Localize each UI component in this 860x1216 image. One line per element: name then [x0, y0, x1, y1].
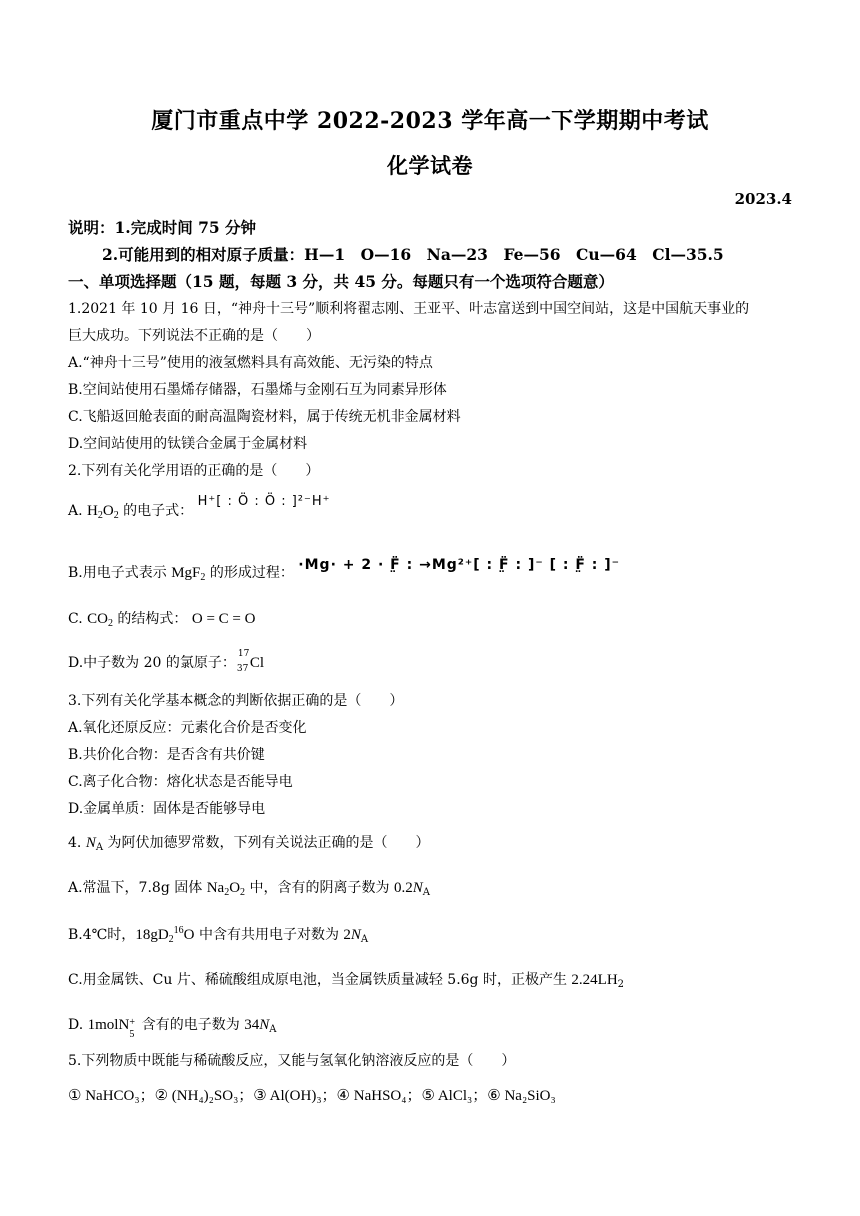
q2-option-b — [68, 557, 621, 583]
q1-stem-line2: 巨大成功。下列说法不正确的是（ ） — [68, 328, 320, 344]
q5-items: ① NaHCO₃；② (NH₄)₂SO₃；③ Al(OH)₃；④ NaHSO₄；⑤ AlCl₃；⑥ Na₂SiO₃ — [68, 1088, 556, 1104]
q2-b-mgf: MgF — [171, 565, 201, 581]
q4-a-n-sub: A — [422, 887, 430, 898]
q4-a-sub1: 2 — [224, 887, 230, 898]
q4-a-formula — [207, 880, 245, 896]
q4-b-text: B.4℃时， — [68, 927, 136, 943]
q4-b-mid: 中含有共用电子对数为 — [194, 927, 344, 943]
q4-a-val: 0.2 — [393, 880, 413, 896]
q2-b-prefix: B.用电子式表示 — [68, 565, 172, 581]
q4-b-n-sub: A — [360, 934, 369, 945]
q4-b-val: 2 — [343, 927, 351, 943]
q1-option-c: C.飞船返回舱表面的耐高温陶瓷材料，属于传统无机非金属材料 — [68, 409, 461, 425]
q2-option-c — [68, 608, 255, 629]
q4-stem-rest: 为阿伏加德罗常数，下列有关说法正确的是（ ） — [103, 835, 430, 851]
q2-b-suffix: 的形成过程： — [205, 565, 294, 581]
q2-c-suffix: 的结构式： — [112, 611, 192, 627]
q2-option-a — [68, 494, 331, 521]
q2-a-sub2: 2 — [113, 510, 119, 521]
q4-na-sub: A — [95, 842, 104, 853]
q2-a-h: H — [87, 503, 98, 519]
q4-d-formula — [87, 1017, 138, 1040]
q2-d-isotope — [236, 649, 250, 674]
q2-d-text: D.中子数为 20 的氯原子： — [68, 655, 236, 671]
q4-a-sub2: 2 — [240, 887, 246, 898]
q2-a-formula — [87, 503, 119, 519]
q3-option-a: A.氧化还原反应：元素化合价是否变化 — [68, 720, 307, 736]
q4-num: 4. — [68, 835, 86, 851]
q2-c-prefix: C. — [68, 611, 88, 627]
notes-line1 — [68, 216, 256, 238]
q4-d-sub: 5 — [129, 1029, 135, 1040]
q2-b-sub: 2 — [200, 572, 206, 583]
q2-a-sub1: 2 — [97, 510, 103, 521]
q4-d-text: D. — [68, 1017, 88, 1033]
q2-a-lewis-structure: H⁺[ : Ö : Ö : ]²⁻H⁺ — [197, 494, 331, 509]
exam-date: 2023.4 — [734, 190, 792, 208]
q4-option-d — [68, 1014, 277, 1040]
q3-option-b: B.共价化合物：是否含有共价键 — [68, 747, 265, 763]
q4-d-val: 34 — [244, 1017, 260, 1033]
q3-option-d: D.金属单质：固体是否能够导电 — [68, 801, 266, 817]
q4-d-n-sub: A — [269, 1024, 277, 1035]
q2-b-lewis-process: ·Mg· + 2 · F̤̈ : →Mg²⁺[ : F̤̈ : ]⁻ [ : F̤̈ : ]⁻ — [298, 557, 621, 573]
q2-stem: 2.下列有关化学用语的正确的是（ ） — [68, 463, 320, 479]
q4-a-text: A.常温下，7.8g 固体 — [68, 880, 207, 896]
q4-b-o: O — [183, 927, 195, 943]
q4-c-val: 2.24LH — [571, 972, 618, 988]
q4-na-symbol: N — [85, 835, 96, 851]
q4-stem — [68, 832, 430, 853]
exam-title: 厦门市重点中学 2022-2023 学年高一下学期期中考试 — [151, 108, 709, 134]
q2-c-structure: O = C = O — [191, 611, 256, 627]
q2-d-bottom: 37 — [236, 664, 249, 674]
q4-b-formula — [135, 927, 194, 943]
q4-b-n: N — [350, 927, 361, 943]
notes-label: 说明： — [68, 218, 115, 237]
q1-option-b: B.空间站使用石墨烯存储器，石墨烯与金刚石互为同素异形体 — [68, 382, 447, 398]
q5-stem: 5.下列物质中既能与稀硫酸反应，又能与氢氧化钠溶液反应的是（ ） — [68, 1053, 516, 1069]
notes-item2: 2.可能用到的相对原子质量：H—1 O—16 Na—23 Fe—56 Cu—64 Cl—35.5 — [102, 245, 724, 264]
q2-a-prefix: A. — [68, 503, 88, 519]
q2-b-formula — [171, 565, 205, 581]
q4-option-b — [68, 924, 368, 945]
q4-b-sub: 2 — [168, 934, 174, 945]
q2-d-top: 17 — [237, 649, 250, 659]
q4-d-mid: 含有的电子数为 — [137, 1017, 245, 1033]
q2-c-co: CO — [87, 611, 108, 627]
q2-a-o: O — [102, 503, 114, 519]
q2-option-d — [68, 649, 265, 674]
q4-b-mass: 18gD — [135, 927, 169, 943]
q4-c-text: C.用金属铁、Cu 片、稀硫酸组成原电池，当金属铁质量减轻 5.6g 时，正极产生 — [68, 972, 572, 988]
q4-a-na: Na — [206, 880, 225, 896]
q4-a-mid: 中，含有的阴离子数为 — [245, 880, 394, 896]
section1-heading: 一、单项选择题（15 题，每题 3 分，共 45 分。每题只有一个选项符合题意） — [68, 272, 614, 291]
q1-option-d: D.空间站使用的钛镁合金属于金属材料 — [68, 436, 308, 452]
q2-a-suffix: 的电子式： — [118, 503, 194, 519]
notes-item1: 1.完成时间 75 分钟 — [114, 218, 257, 237]
q1-option-a: A.“神舟十三号”使用的液氢燃料具有高效能、无污染的特点 — [68, 355, 433, 371]
q4-d-sup: + — [129, 1017, 135, 1028]
q2-d-symbol: Cl — [249, 655, 265, 671]
q4-c-sub: 2 — [617, 979, 625, 990]
q4-option-a — [68, 877, 430, 898]
q1-stem-line1: 1.2021 年 10 月 16 日，“神舟十三号”顺利将翟志刚、王亚平、叶志富送到中国空间站，这是中国航天事业的 — [68, 301, 750, 317]
q4-d-n: N — [259, 1017, 270, 1033]
q4-a-n: N — [412, 880, 423, 896]
exam-subtitle: 化学试卷 — [387, 153, 473, 178]
q3-stem: 3.下列有关化学基本概念的判断依据正确的是（ ） — [68, 693, 404, 709]
q4-option-c — [68, 969, 624, 990]
q2-c-sub: 2 — [107, 618, 113, 629]
q4-a-o: O — [229, 880, 241, 896]
q4-d-mol: 1molN — [87, 1017, 130, 1033]
q2-c-formula — [87, 611, 113, 627]
q3-option-c: C.离子化合物：熔化状态是否能导电 — [68, 774, 293, 790]
q4-b-sup: 16 — [173, 925, 184, 936]
